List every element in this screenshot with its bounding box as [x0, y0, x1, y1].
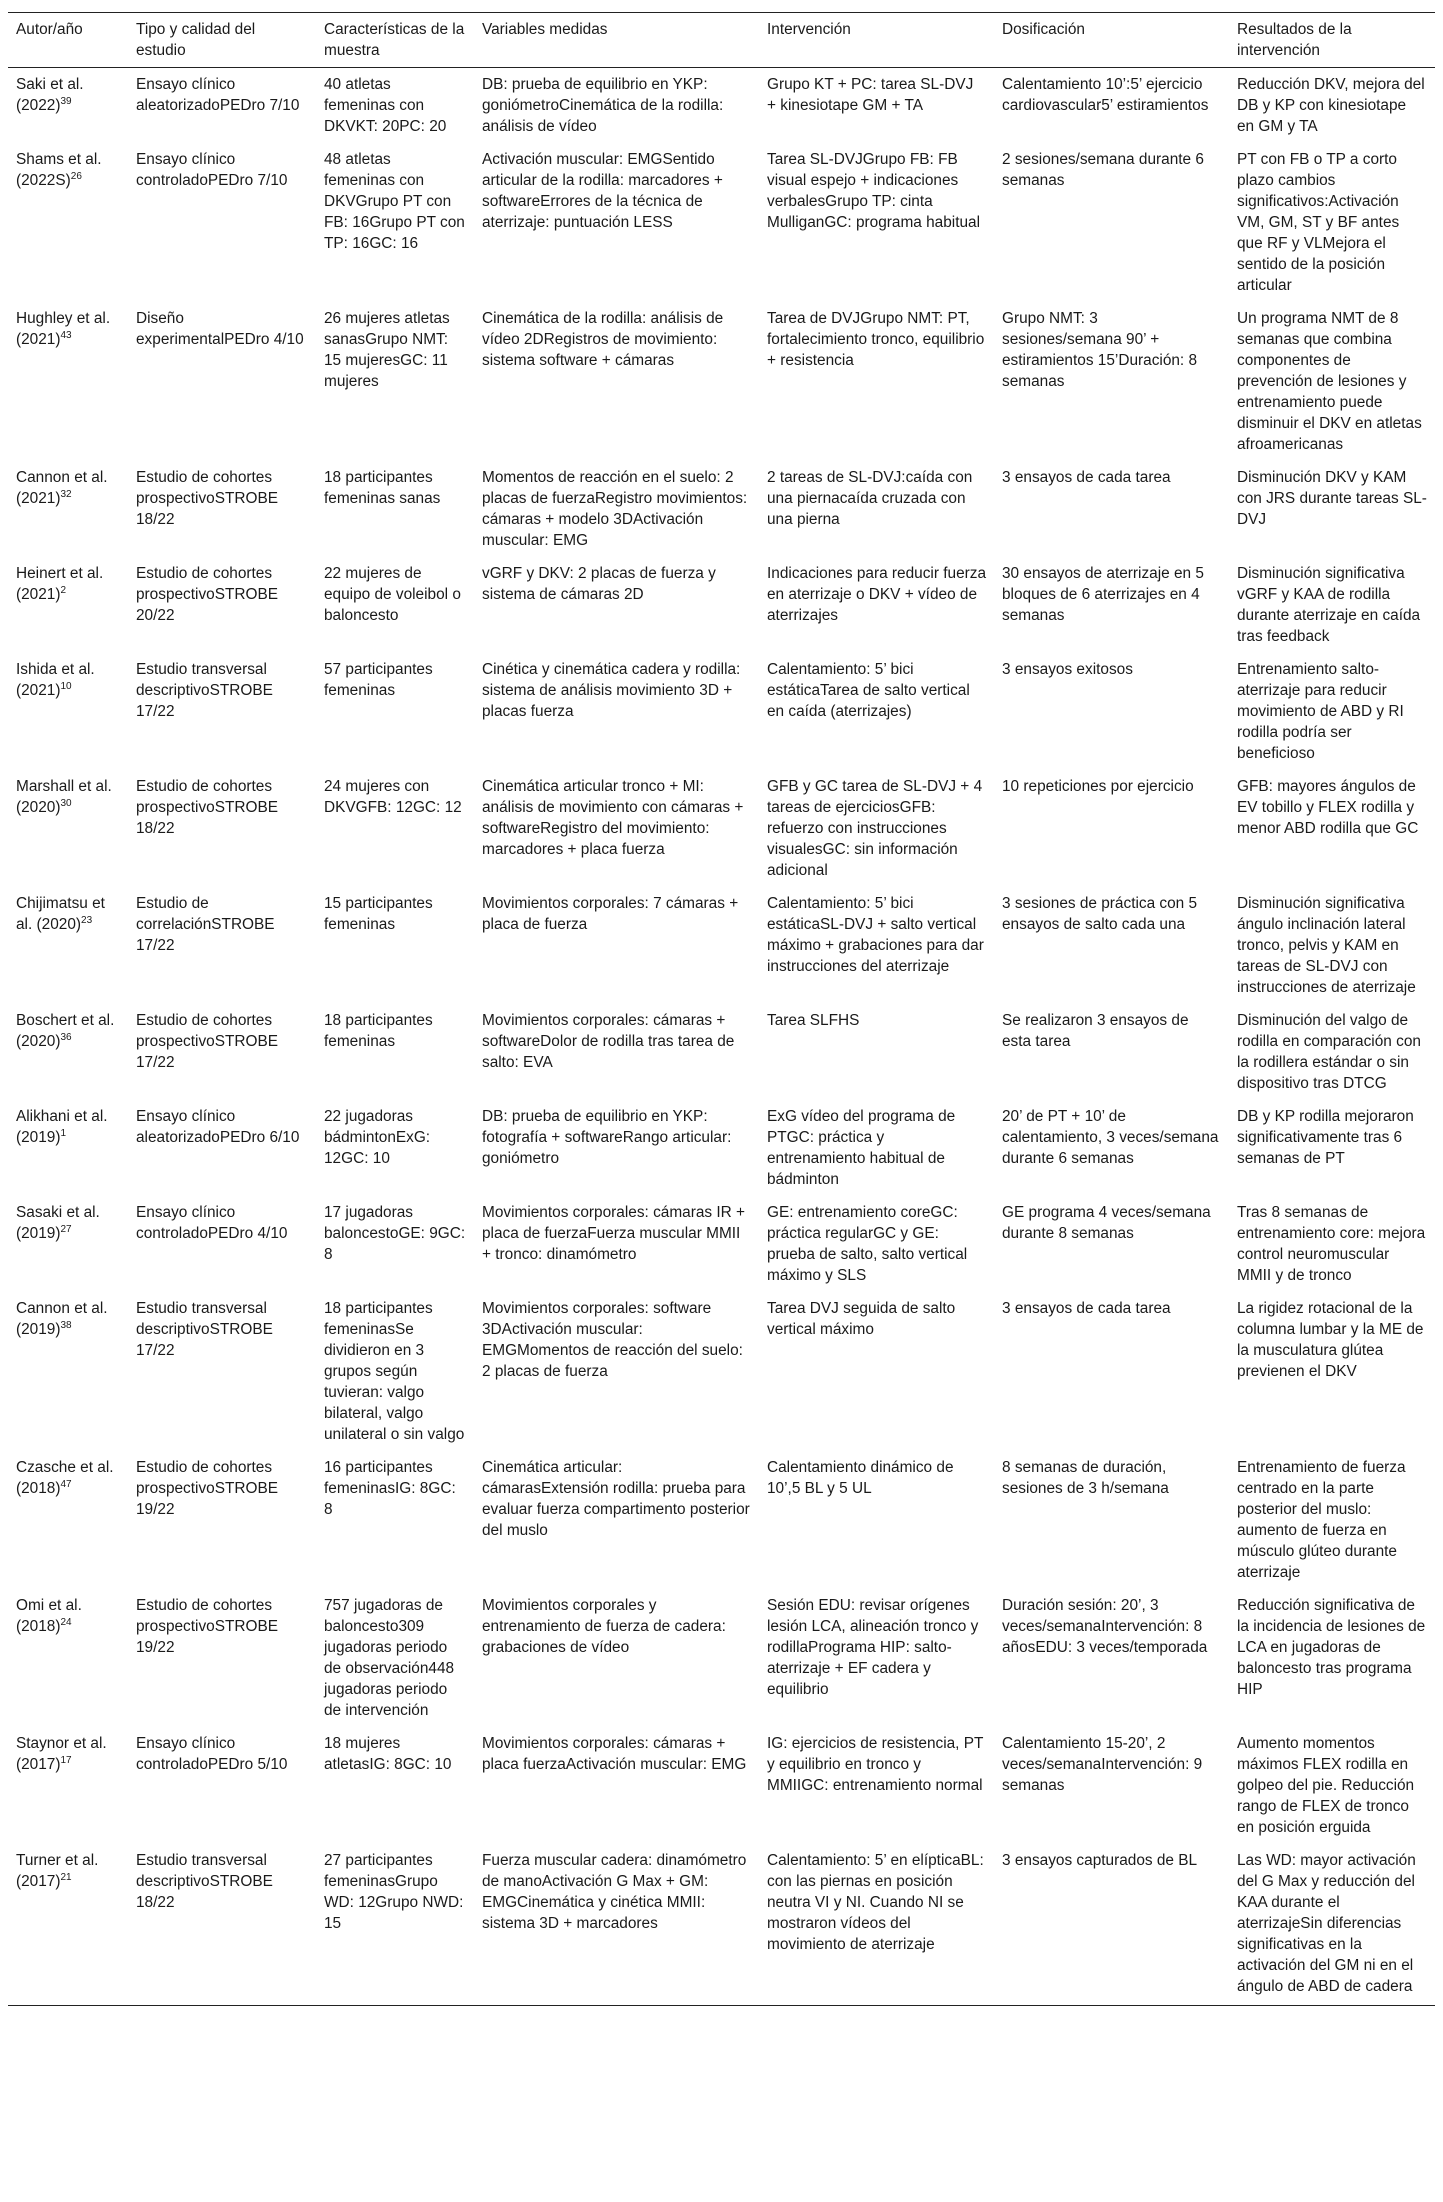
reference-number: 30 [60, 797, 72, 809]
author-text: Marshall et al. (2020) [16, 778, 112, 816]
author-cell [8, 655, 128, 772]
author-cell [8, 1198, 128, 1294]
dosage-cell: 8 semanas de duración, sesiones de 3 h/semana [1002, 1459, 1169, 1497]
table-row [8, 1198, 1435, 1294]
intervention-cell: Grupo KT + PC: tarea SL-DVJ + kinesiotape GM + TA [767, 76, 974, 114]
author-text: Shams et al. (2022S) [16, 151, 102, 189]
study-type-cell: Estudio de cohortes prospectivoSTROBE 18/22 [136, 469, 278, 528]
study-type-cell: Estudio transversal descriptivoSTROBE 17/22 [136, 661, 273, 720]
study-type-cell: Estudio transversal descriptivoSTROBE 18/22 [136, 1852, 273, 1911]
results-cell: Reducción significativa de la incidencia de lesiones de LCA en jugadoras de baloncesto tras programa HIP [1237, 1597, 1426, 1698]
reference-number: 10 [60, 680, 72, 692]
dosage-cell: 3 sesiones de práctica con 5 ensayos de salto cada una [1002, 895, 1198, 933]
dosage-cell: Se realizaron 3 ensayos de esta tarea [1002, 1012, 1189, 1050]
studies-table [8, 12, 1435, 2006]
table-row [8, 68, 1435, 146]
dosage-cell: 3 ensayos de cada tarea [1002, 1300, 1171, 1317]
dosage-cell: GE programa 4 veces/semana durante 8 semanas [1002, 1204, 1211, 1242]
author-text: Sasaki et al. (2019) [16, 1204, 100, 1242]
header-results: Resultados de la intervención [1237, 21, 1352, 59]
reference-number: 32 [60, 488, 72, 500]
sample-cell: 57 participantes femeninas [324, 661, 433, 699]
sample-cell: 17 jugadoras baloncestoGE: 9GC: 8 [324, 1204, 466, 1263]
author-text: Turner et al. (2017) [16, 1852, 99, 1890]
table-row [8, 772, 1435, 889]
table-row [8, 1729, 1435, 1846]
variables-cell: Cinemática articular tronco + MI: análisis de movimiento con cámaras + softwareRegistro del movimiento: marcadores + placa fuerza [482, 778, 744, 858]
author-cell [8, 772, 128, 889]
author-text: Cannon et al. (2019) [16, 1300, 108, 1338]
header-row [8, 13, 1435, 68]
author-text: Omi et al. (2018) [16, 1597, 82, 1635]
results-cell: Entrenamiento de fuerza centrado en la parte posterior del muslo: aumento de fuerza en músculo glúteo durante aterrizaje [1237, 1459, 1406, 1581]
sample-cell: 24 mujeres con DKVGFB: 12GC: 12 [324, 778, 462, 816]
author-cell [8, 145, 128, 304]
intervention-cell: Indicaciones para reducir fuerza en aterrizaje o DKV + vídeo de aterrizajes [767, 565, 987, 624]
intervention-cell: Calentamiento dinámico de 10’,5 BL y 5 UL [767, 1459, 954, 1497]
study-type-cell: Ensayo clínico aleatorizadoPEDro 6/10 [136, 1108, 300, 1146]
dosage-cell: Duración sesión: 20’, 3 veces/semanaIntervención: 8 añosEDU: 3 veces/temporada [1002, 1597, 1208, 1656]
variables-cell: Fuerza muscular cadera: dinamómetro de manoActivación G Max + GM: EMGCinemática y cinética MMII: sistema 3D + marcadores [482, 1852, 747, 1932]
sample-cell: 18 mujeres atletasIG: 8GC: 10 [324, 1735, 452, 1773]
author-text: Hughley et al. (2021) [16, 310, 111, 348]
author-text: Czasche et al. (2018) [16, 1459, 114, 1497]
results-cell: DB y KP rodilla mejoraron significativamente tras 6 semanas de PT [1237, 1108, 1414, 1167]
table-body [8, 68, 1435, 2006]
reference-number: 21 [60, 1871, 72, 1883]
intervention-cell: Tarea DVJ seguida de salto vertical máximo [767, 1300, 956, 1338]
intervention-cell: Calentamiento: 5’ en elípticaBL: con las piernas en posición neutra VI y NI. Cuando NI se mostraron vídeos del movimiento de aterrizaje [767, 1852, 984, 1953]
author-cell [8, 559, 128, 655]
results-cell: La rigidez rotacional de la columna lumbar y la ME de la musculatura glútea previenen el DKV [1237, 1300, 1424, 1380]
table-row [8, 1294, 1435, 1453]
variables-cell: Cinética y cinemática cadera y rodilla: sistema de análisis movimiento 3D + placas fuerza [482, 661, 741, 720]
variables-cell: DB: prueba de equilibrio en YKP: fotografía + softwareRango articular: goniómetro [482, 1108, 732, 1167]
study-type-cell: Estudio de cohortes prospectivoSTROBE 17/22 [136, 1012, 278, 1071]
results-cell: Disminución significativa ángulo inclinación lateral tronco, pelvis y KAM en tareas de SL-DVJ con instrucciones de aterrizaje [1237, 895, 1416, 996]
author-cell [8, 1102, 128, 1198]
results-cell: Entrenamiento salto-aterrizaje para reducir movimiento de ABD y RI rodilla podría ser beneficioso [1237, 661, 1404, 762]
author-cell [8, 1591, 128, 1729]
variables-cell: Movimientos corporales y entrenamiento de fuerza de cadera: grabaciones de vídeo [482, 1597, 726, 1656]
dosage-cell: Grupo NMT: 3 sesiones/semana 90’ + estiramientos 15’Duración: 8 semanas [1002, 310, 1198, 390]
table-row [8, 889, 1435, 1006]
variables-cell: Cinemática de la rodilla: análisis de vídeo 2DRegistros de movimiento: sistema software + cámaras [482, 310, 724, 369]
dosage-cell: Calentamiento 15-20’, 2 veces/semanaIntervención: 9 semanas [1002, 1735, 1203, 1794]
variables-cell: Movimientos corporales: cámaras + placa fuerzaActivación muscular: EMG [482, 1735, 747, 1773]
header-sample: Características de la muestra [324, 21, 465, 59]
variables-cell: Movimientos corporales: cámaras IR + placa de fuerzaFuerza muscular MMII + tronco: dinamómetro [482, 1204, 746, 1263]
dosage-cell: 10 repeticiones por ejercicio [1002, 778, 1194, 795]
author-text: Alikhani et al. (2019) [16, 1108, 108, 1146]
results-cell: Disminución del valgo de rodilla en comparación con la rodillera estándar o sin dispositivo tras DTCG [1237, 1012, 1421, 1092]
author-cell [8, 1006, 128, 1102]
results-cell: Las WD: mayor activación del G Max y reducción del KAA durante el aterrizajeSin diferencias significativas en la activación del GM ni en el ángulo de ABD de cadera [1237, 1852, 1416, 1995]
reference-number: 36 [60, 1031, 72, 1043]
dosage-cell: 2 sesiones/semana durante 6 semanas [1002, 151, 1204, 189]
variables-cell: vGRF y DKV: 2 placas de fuerza y sistema de cámaras 2D [482, 565, 716, 603]
study-type-cell: Estudio transversal descriptivoSTROBE 17/22 [136, 1300, 273, 1359]
results-cell: GFB: mayores ángulos de EV tobillo y FLEX rodilla y menor ABD rodilla que GC [1237, 778, 1419, 837]
table-row [8, 1846, 1435, 2006]
table-row [8, 1591, 1435, 1729]
reference-number: 39 [60, 95, 72, 107]
table-row [8, 304, 1435, 463]
author-text: Cannon et al. (2021) [16, 469, 108, 507]
variables-cell: Movimientos corporales: software 3DActivación muscular: EMGMomentos de reacción del suelo: 2 placas de fuerza [482, 1300, 743, 1380]
intervention-cell: Tarea SL-DVJGrupo FB: FB visual espejo + indicaciones verbalesGrupo TP: cinta MulliganGC: programa habitual [767, 151, 981, 231]
study-type-cell: Estudio de cohortes prospectivoSTROBE 18/22 [136, 778, 278, 837]
dosage-cell: 3 ensayos capturados de BL [1002, 1852, 1198, 1869]
table-row [8, 655, 1435, 772]
header-dosage: Dosificación [1002, 21, 1085, 38]
dosage-cell: 3 ensayos de cada tarea [1002, 469, 1171, 486]
intervention-cell: Calentamiento: 5’ bici estáticaTarea de salto vertical en caída (aterrizajes) [767, 661, 970, 720]
dosage-cell: 20’ de PT + 10’ de calentamiento, 3 veces/semana durante 6 semanas [1002, 1108, 1219, 1167]
sample-cell: 26 mujeres atletas sanasGrupo NMT: 15 mujeresGC: 11 mujeres [324, 310, 450, 390]
reference-number: 17 [60, 1754, 72, 1766]
author-cell [8, 68, 128, 146]
intervention-cell: Sesión EDU: revisar orígenes lesión LCA, alineación tronco y rodillaPrograma HIP: salto-aterrizaje + EF cadera y equilibrio [767, 1597, 979, 1698]
results-cell: PT con FB o TP a corto plazo cambios significativos:Activación VM, GM, ST y BF antes que RF y VLMejora el sentido de la posición articular [1237, 151, 1400, 294]
table-row [8, 145, 1435, 304]
author-text: Saki et al. (2022) [16, 76, 84, 114]
reference-number: 1 [60, 1127, 67, 1139]
results-cell: Disminución DKV y KAM con JRS durante tareas SL-DVJ [1237, 469, 1427, 528]
reference-number: 24 [60, 1616, 72, 1628]
variables-cell: DB: prueba de equilibrio en YKP: goniómetroCinemática de la rodilla: análisis de vídeo [482, 76, 724, 135]
header-author: Autor/año [16, 21, 83, 38]
author-text: Heinert et al. (2021) [16, 565, 104, 603]
header-intervention: Intervención [767, 21, 851, 38]
sample-cell: 22 jugadoras bádmintonExG: 12GC: 10 [324, 1108, 431, 1167]
author-text: Boschert et al. (2020) [16, 1012, 115, 1050]
variables-cell: Cinemática articular: cámarasExtensión rodilla: prueba para evaluar fuerza compartimento posterior del muslo [482, 1459, 750, 1539]
author-cell [8, 889, 128, 1006]
study-type-cell: Diseño experimentalPEDro 4/10 [136, 310, 304, 348]
sample-cell: 40 atletas femeninas con DKVKT: 20PC: 20 [324, 76, 447, 135]
sample-cell: 18 participantes femeninas [324, 1012, 433, 1050]
study-type-cell: Ensayo clínico aleatorizadoPEDro 7/10 [136, 76, 300, 114]
intervention-cell: ExG vídeo del programa de PTGC: práctica y entrenamiento habitual de bádminton [767, 1108, 956, 1188]
study-type-cell: Ensayo clínico controladoPEDro 4/10 [136, 1204, 288, 1242]
header-type: Tipo y calidad del estudio [136, 21, 256, 59]
author-cell [8, 1846, 128, 2006]
reference-number: 38 [60, 1319, 72, 1331]
author-cell [8, 1294, 128, 1453]
dosage-cell: Calentamiento 10’:5’ ejercicio cardiovascular5’ estiramientos [1002, 76, 1209, 114]
sample-cell: 18 participantes femeninasSe dividieron en 3 grupos según tuvieran: valgo bilateral, valgo unilateral o sin valgo [324, 1300, 465, 1443]
dosage-cell: 30 ensayos de aterrizaje en 5 bloques de 6 aterrizajes en 4 semanas [1002, 565, 1204, 624]
reference-number: 2 [60, 584, 67, 596]
sample-cell: 757 jugadoras de baloncesto309 jugadoras periodo de observación448 jugadoras periodo de intervención [324, 1597, 455, 1719]
study-type-cell: Estudio de cohortes prospectivoSTROBE 19/22 [136, 1597, 278, 1656]
table-header [8, 13, 1435, 68]
intervention-cell: GE: entrenamiento coreGC: práctica regularGC y GE: prueba de salto, salto vertical máximo y SLS [767, 1204, 968, 1284]
intervention-cell: Calentamiento: 5’ bici estáticaSL-DVJ + salto vertical máximo + grabaciones para dar instrucciones del aterrizaje [767, 895, 984, 975]
reference-number: 47 [60, 1478, 72, 1490]
author-cell [8, 463, 128, 559]
variables-cell: Momentos de reacción en el suelo: 2 placas de fuerzaRegistro movimientos: cámaras + modelo 3DActivación muscular: EMG [482, 469, 748, 549]
study-type-cell: Estudio de cohortes prospectivoSTROBE 19/22 [136, 1459, 278, 1518]
table-row [8, 559, 1435, 655]
reference-number: 26 [70, 170, 82, 182]
reference-number: 27 [60, 1223, 72, 1235]
author-cell [8, 1453, 128, 1591]
sample-cell: 15 participantes femeninas [324, 895, 433, 933]
header-variables: Variables medidas [482, 21, 608, 38]
table-row [8, 463, 1435, 559]
study-type-cell: Estudio de correlaciónSTROBE 17/22 [136, 895, 275, 954]
study-type-cell: Estudio de cohortes prospectivoSTROBE 20/22 [136, 565, 278, 624]
intervention-cell: 2 tareas de SL-DVJ:caída con una piernacaída cruzada con una pierna [767, 469, 973, 528]
reference-number: 43 [60, 329, 72, 341]
sample-cell: 48 atletas femeninas con DKVGrupo PT con FB: 16Grupo PT con TP: 16GC: 16 [324, 151, 465, 252]
sample-cell: 22 mujeres de equipo de voleibol o baloncesto [324, 565, 461, 624]
author-text: Chijimatsu et al. (2020) [16, 895, 105, 933]
results-cell: Reducción DKV, mejora del DB y KP con kinesiotape en GM y TA [1237, 76, 1425, 135]
intervention-cell: IG: ejercicios de resistencia, PT y equilibrio en tronco y MMIIGC: entrenamiento normal [767, 1735, 984, 1794]
intervention-cell: GFB y GC tarea de SL-DVJ + 4 tareas de ejerciciosGFB: refuerzo con instrucciones visualesGC: sin información adicional [767, 778, 983, 879]
sample-cell: 18 participantes femeninas sanas [324, 469, 441, 507]
results-cell: Tras 8 semanas de entrenamiento core: mejora control neuromuscular MMII y de tronco [1237, 1204, 1426, 1284]
sample-cell: 27 participantes femeninasGrupo WD: 12Grupo NWD: 15 [324, 1852, 464, 1932]
author-text: Ishida et al. (2021) [16, 661, 95, 699]
study-type-cell: Ensayo clínico controladoPEDro 5/10 [136, 1735, 288, 1773]
table-row [8, 1102, 1435, 1198]
author-cell [8, 304, 128, 463]
author-text: Staynor et al. (2017) [16, 1735, 107, 1773]
variables-cell: Movimientos corporales: cámaras + softwareDolor de rodilla tras tarea de salto: EVA [482, 1012, 735, 1071]
results-cell: Disminución significativa vGRF y KAA de rodilla durante aterrizaje en caída tras feedback [1237, 565, 1421, 645]
results-cell: Aumento momentos máximos FLEX rodilla en golpeo del pie. Reducción rango de FLEX de tronco en posición erguida [1237, 1735, 1415, 1836]
intervention-cell: Tarea de DVJGrupo NMT: PT, fortalecimiento tronco, equilibrio + resistencia [767, 310, 985, 369]
variables-cell: Activación muscular: EMGSentido articular de la rodilla: marcadores + softwareErrores de la técnica de aterrizaje: puntuación LESS [482, 151, 723, 231]
sample-cell: 16 participantes femeninasIG: 8GC: 8 [324, 1459, 456, 1518]
study-type-cell: Ensayo clínico controladoPEDro 7/10 [136, 151, 288, 189]
intervention-cell: Tarea SLFHS [767, 1012, 860, 1029]
variables-cell: Movimientos corporales: 7 cámaras + placa de fuerza [482, 895, 739, 933]
table-row [8, 1453, 1435, 1591]
author-cell [8, 1729, 128, 1846]
dosage-cell: 3 ensayos exitosos [1002, 661, 1133, 678]
results-cell: Un programa NMT de 8 semanas que combina componentes de prevención de lesiones y entrenamiento puede disminuir el DKV en atletas afroamericanas [1237, 310, 1422, 453]
table-row [8, 1006, 1435, 1102]
reference-number: 23 [81, 914, 93, 926]
